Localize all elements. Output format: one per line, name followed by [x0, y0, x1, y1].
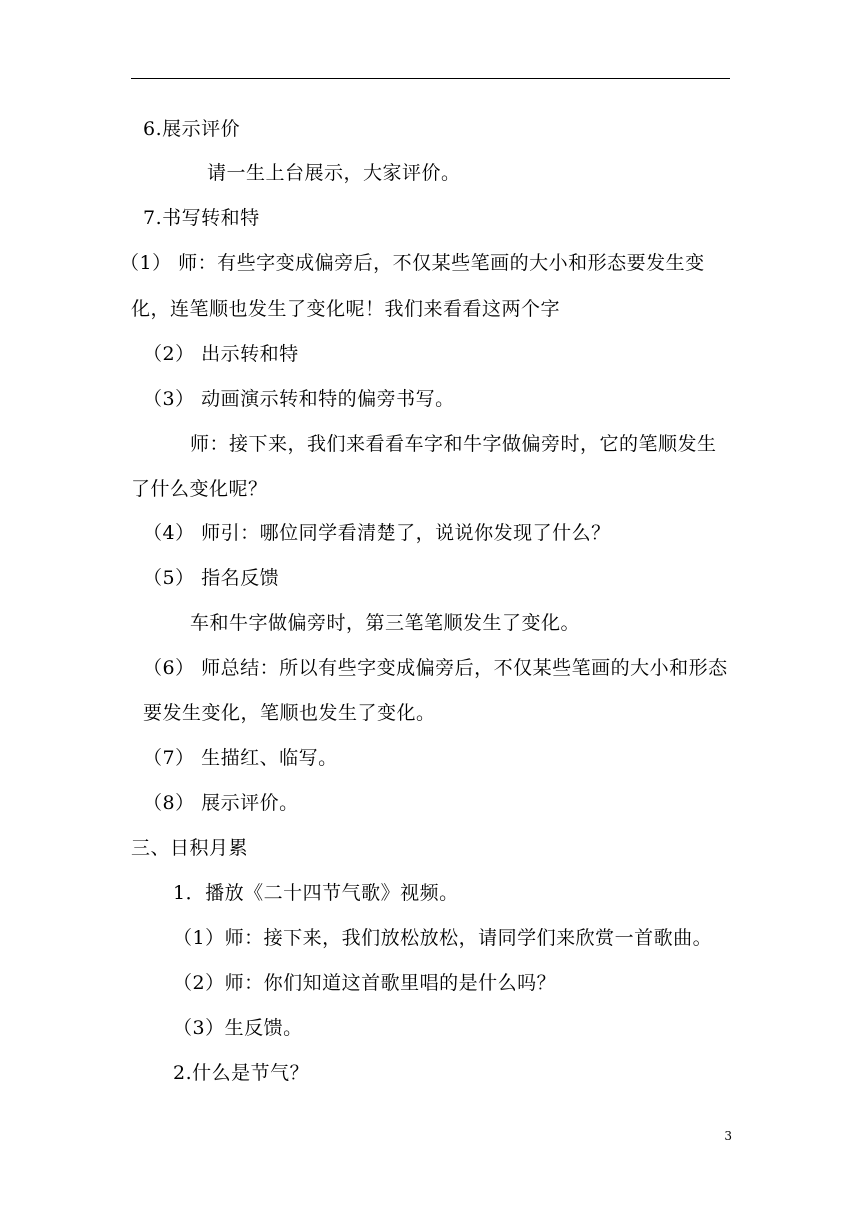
paragraph: 车和牛字做偏旁时，第三笔笔顺发生了变化。 [190, 612, 581, 634]
list-item: （8） 展示评价。 [143, 792, 299, 814]
list-item: （7） 生描红、临写。 [143, 747, 338, 769]
list-item: （2） 出示转和特 [143, 343, 299, 365]
list-item: （6） 师总结：所以有些字变成偏旁后，不仅某些笔画的大小和形态 [143, 657, 728, 679]
list-item: （1） 师：有些字变成偏旁后，不仅某些笔画的大小和形态要发生变 [120, 252, 705, 274]
paragraph: 师：接下来，我们来看看车字和牛字做偏旁时，它的笔顺发生 [190, 433, 717, 455]
list-item: （3）生反馈。 [173, 1017, 303, 1039]
section-heading: 7.书写转和特 [143, 207, 260, 229]
list-item: （3） 动画演示转和特的偏旁书写。 [143, 388, 455, 410]
list-item: 1．播放《二十四节气歌》视频。 [173, 882, 459, 904]
list-item: （4） 师引：哪位同学看清楚了，说说你发现了什么？ [143, 522, 611, 544]
list-item: （2）师：你们知道这首歌里唱的是什么吗？ [173, 972, 557, 994]
section-heading: 6.展示评价 [143, 118, 241, 140]
list-item: （1）师：接下来，我们放松放松，请同学们来欣赏一首歌曲。 [173, 927, 713, 949]
section-heading: 三、日积月累 [131, 837, 249, 859]
header-rule [131, 78, 730, 79]
list-item: （5） 指名反馈 [143, 567, 280, 589]
paragraph: 要发生变化，笔顺也发生了变化。 [143, 702, 436, 724]
paragraph: 请一生上台展示，大家评价。 [207, 162, 461, 184]
paragraph: 化，连笔顺也发生了变化呢！我们来看看这两个字 [131, 298, 561, 320]
paragraph: 了什么变化呢？ [131, 478, 268, 500]
list-item: 2.什么是节气？ [173, 1062, 310, 1084]
page-number: 3 [724, 1129, 732, 1143]
